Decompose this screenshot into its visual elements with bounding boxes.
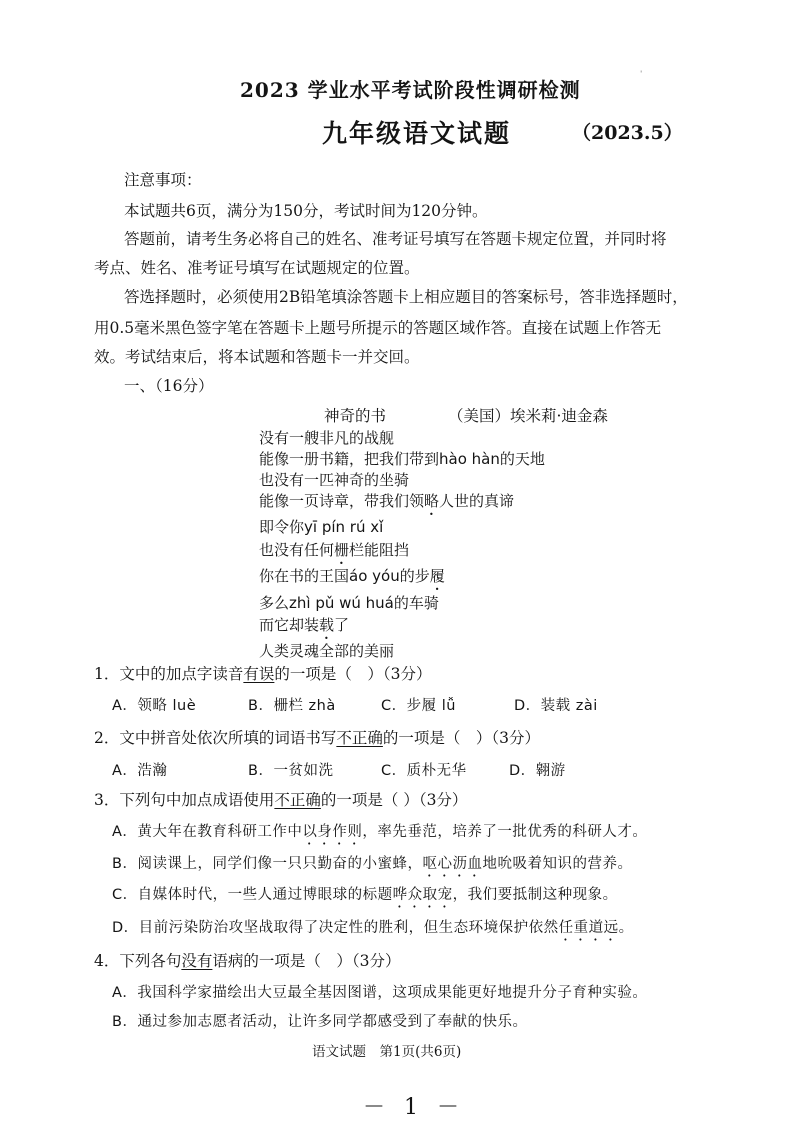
poem-line: 多么zhì pǔ wú huá的车骑: [259, 594, 439, 612]
notice-line: 考点、姓名、准考证号填写在试题规定的位置。: [94, 259, 420, 277]
emphasized-text: 有误: [243, 665, 275, 683]
emphasized-text: 栅: [334, 541, 350, 559]
poem-line: 没有一艘非凡的战舰: [259, 429, 395, 447]
emphasized-text: 任重道远: [558, 920, 619, 936]
notice-line: 效。考试结束后，将本试题和答题卡一并交回。: [94, 348, 420, 366]
q1-option-c: C．步履 lǚ: [381, 698, 456, 714]
emphasized-text: 略: [424, 492, 440, 510]
poem-line: 能像一册书籍，把我们带到hào hàn的天地: [259, 450, 545, 468]
exam-date: （2023.5）: [572, 122, 683, 144]
poem-title: 神奇的书: [324, 407, 387, 425]
page-number: － 1 －: [363, 1095, 465, 1120]
question-2-stem: 2．文中拼音处依次所填的词语书写不正确的一项是（ ）（3分）: [94, 729, 541, 747]
q2-option-b: B．一贫如洗: [248, 763, 334, 779]
scan-mark: ˈ: [640, 70, 643, 79]
q4-option-b: B．通过参加志愿者活动，让许多同学都感受到了奉献的快乐。: [112, 1014, 528, 1030]
notice-line: 用0.5毫米黑色签字笔在答题卡上题号所提示的答题区域作答。直接在试题上作答无: [94, 319, 662, 337]
emphasized-text: 哗众取宠: [392, 887, 453, 903]
section-heading: 一、（16分）: [124, 377, 214, 395]
notice-line: 答选择题时，必须使用2B铅笔填涂答题卡上相应题目的答案标号，答非选择题时，: [124, 288, 688, 306]
poem-line: 也没有任何栅栏能阻挡: [259, 541, 410, 559]
q3-option-d: D．目前污染防治攻坚战取得了决定性的胜利，但生态环境保护依然任重道远。: [112, 920, 634, 936]
q3-option-b: B．阅读课上，同学们像一只只勤奋的小蜜蜂，呕心沥血地吮吸着知识的营养。: [112, 856, 633, 872]
notice-line: 答题前，请考生务必将自己的姓名、准考证号填写在答题卡规定位置，并同时将: [124, 230, 667, 248]
notice-heading: 注意事项：: [124, 171, 202, 189]
emphasized-text: 不正确: [274, 791, 321, 809]
notice-line: 本试题共6页，满分为150分，考试时间为120分钟。: [124, 202, 488, 220]
poem-line: 人类灵魂全部的美丽: [259, 642, 395, 660]
emphasized-text: 载: [319, 616, 335, 634]
q3-option-a: A．黄大年在教育科研工作中以身作则，率先垂范，培养了一批优秀的科研人才。: [112, 824, 648, 840]
emphasized-text: 没有: [181, 952, 213, 970]
emphasized-text: 不正确: [336, 729, 383, 747]
poem-line: 即令你yī pín rú xǐ: [259, 518, 384, 536]
page-footer: 语文试题 第1页(共6页): [312, 1044, 462, 1060]
q2-option-c: C．质朴无华: [381, 763, 467, 779]
poem-line: 也没有一匹神奇的坐骑: [259, 471, 410, 489]
poem-author: （美国）埃米莉·迪金森: [448, 407, 608, 425]
poem-line: 能像一页诗章，带我们领略人世的真谛: [259, 492, 515, 510]
emphasized-text: 以身作则: [302, 824, 363, 840]
q2-option-a: A．浩瀚: [112, 763, 168, 779]
poem-line: 你在书的王国áo yóu的步履: [259, 567, 445, 585]
emphasized-text: 呕心沥血: [422, 856, 483, 872]
q1-option-a: A．领略 luè: [112, 698, 197, 714]
question-3-stem: 3．下列句中加点成语使用不正确的一项是（ ）（3分）: [94, 791, 468, 809]
exam-subtitle: 九年级语文试题: [322, 119, 512, 148]
poem-line: 而它却装载了: [259, 616, 350, 634]
q1-option-b: B．栅栏 zhà: [248, 698, 336, 714]
emphasized-text: 履: [429, 567, 445, 585]
q4-option-a: A．我国科学家描绘出大豆最全基因图谱，这项成果能更好地提升分子育种实验。: [112, 985, 648, 1001]
question-1-stem: 1．文中的加点字读音有误的一项是（ ）（3分）: [94, 665, 432, 683]
q3-option-c: C．自媒体时代，一些人通过博眼球的标题哗众取宠，我们要抵制这种现象。: [112, 887, 618, 903]
question-4-stem: 4．下列各句没有语病的一项是（ ）（3分）: [94, 952, 401, 970]
exam-title: 2023 学业水平考试阶段性调研检测: [240, 78, 581, 102]
q1-option-d: D．装载 zài: [514, 698, 598, 714]
q2-option-d: D．翱游: [509, 763, 566, 779]
